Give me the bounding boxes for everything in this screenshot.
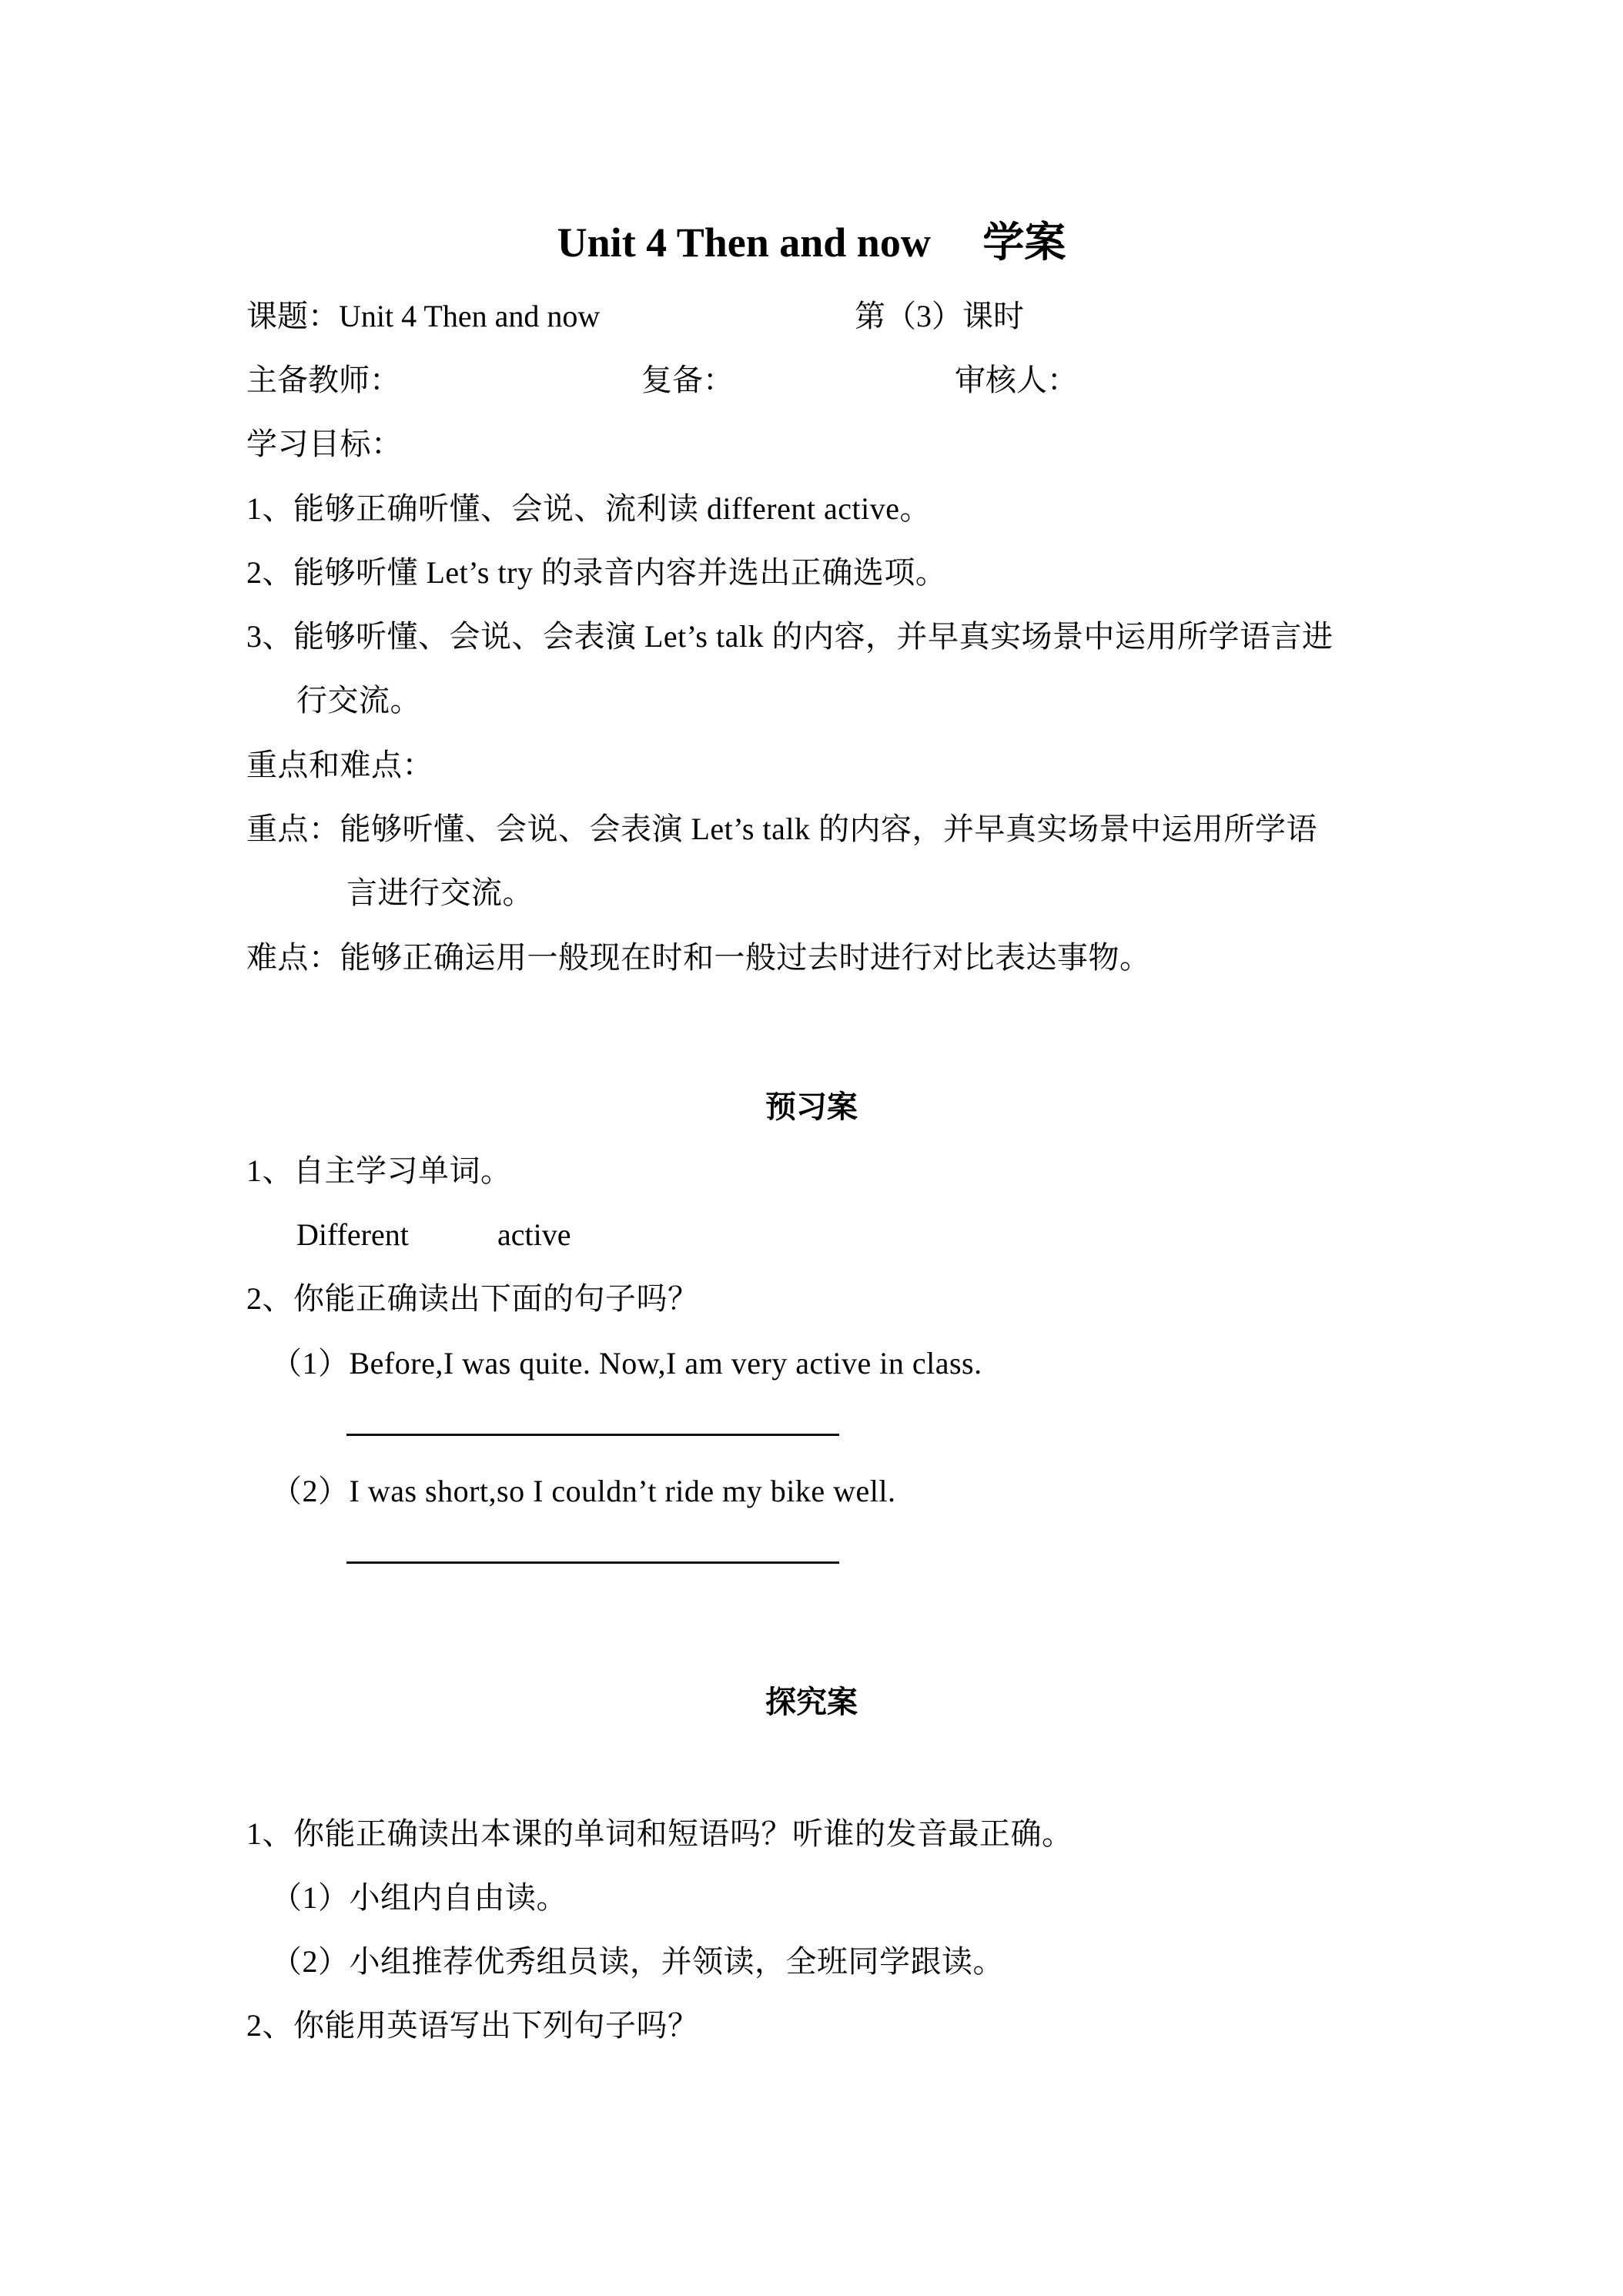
key-point-line: 重点：能够听懂、会说、会表演 Let’s talk 的内容，并早真实场景中运用所学语 bbox=[246, 812, 1317, 846]
answer-blank[interactable] bbox=[346, 1434, 839, 1436]
explore-item: 1、你能正确读出本课的单词和短语吗？听谁的发音最正确。 bbox=[246, 1816, 1073, 1851]
topic-field bbox=[246, 295, 600, 338]
objective-item: 1、能够正确听懂、会说、流利读 different active。 bbox=[246, 491, 931, 526]
explore-item: 2、你能用英语写出下列句子吗？ bbox=[246, 2008, 699, 2043]
reviewer-label: 审核人： bbox=[955, 363, 1078, 397]
difficulty-line: 难点：能够正确运用一般现在时和一般过去时进行对比表达事物。 bbox=[246, 940, 1151, 975]
answer-blank[interactable] bbox=[346, 1561, 839, 1564]
objective-item: 3、能够听懂、会说、会表演 Let’s talk 的内容，并早真实场景中运用所学语言进 bbox=[246, 619, 1334, 654]
key-points-heading: 重点和难点： bbox=[246, 748, 433, 782]
preview-item: 1、自主学习单词。 bbox=[246, 1153, 512, 1188]
topic-value: Unit 4 Then and now bbox=[339, 299, 601, 333]
objectives-heading: 学习目标： bbox=[246, 427, 403, 461]
objective-item-continuation: 行交流。 bbox=[296, 683, 421, 718]
preview-heading: 预习案 bbox=[765, 1089, 858, 1124]
lead-teacher-label: 主备教师： bbox=[246, 363, 400, 397]
vocab-word: active bbox=[497, 1217, 571, 1252]
lesson-number: 第（3）课时 bbox=[855, 299, 1024, 333]
document-title: Unit 4 Then and now 学案 bbox=[557, 219, 1066, 266]
preview-sentence: （1）Before,I was quite. Now,I am very active in class. bbox=[271, 1346, 982, 1381]
preview-item: 2、你能正确读出下面的句子吗？ bbox=[246, 1281, 699, 1316]
explore-sub-item: （1）小组内自由读。 bbox=[271, 1880, 567, 1915]
preview-sentence: （2）I was short,so I couldn’t ride my bike well. bbox=[271, 1474, 896, 1508]
co-prep-label: 复备： bbox=[641, 363, 734, 397]
objective-item: 2、能够听懂 Let’s try 的录音内容并选出正确选项。 bbox=[246, 555, 947, 590]
vocab-word: Different bbox=[296, 1217, 409, 1252]
explore-sub-item: （2）小组推荐优秀组员读，并领读，全班同学跟读。 bbox=[271, 1944, 1004, 1979]
key-point-continuation: 言进行交流。 bbox=[346, 875, 534, 910]
topic-label: 课题： bbox=[246, 299, 339, 333]
explore-heading: 探究案 bbox=[765, 1685, 858, 1719]
